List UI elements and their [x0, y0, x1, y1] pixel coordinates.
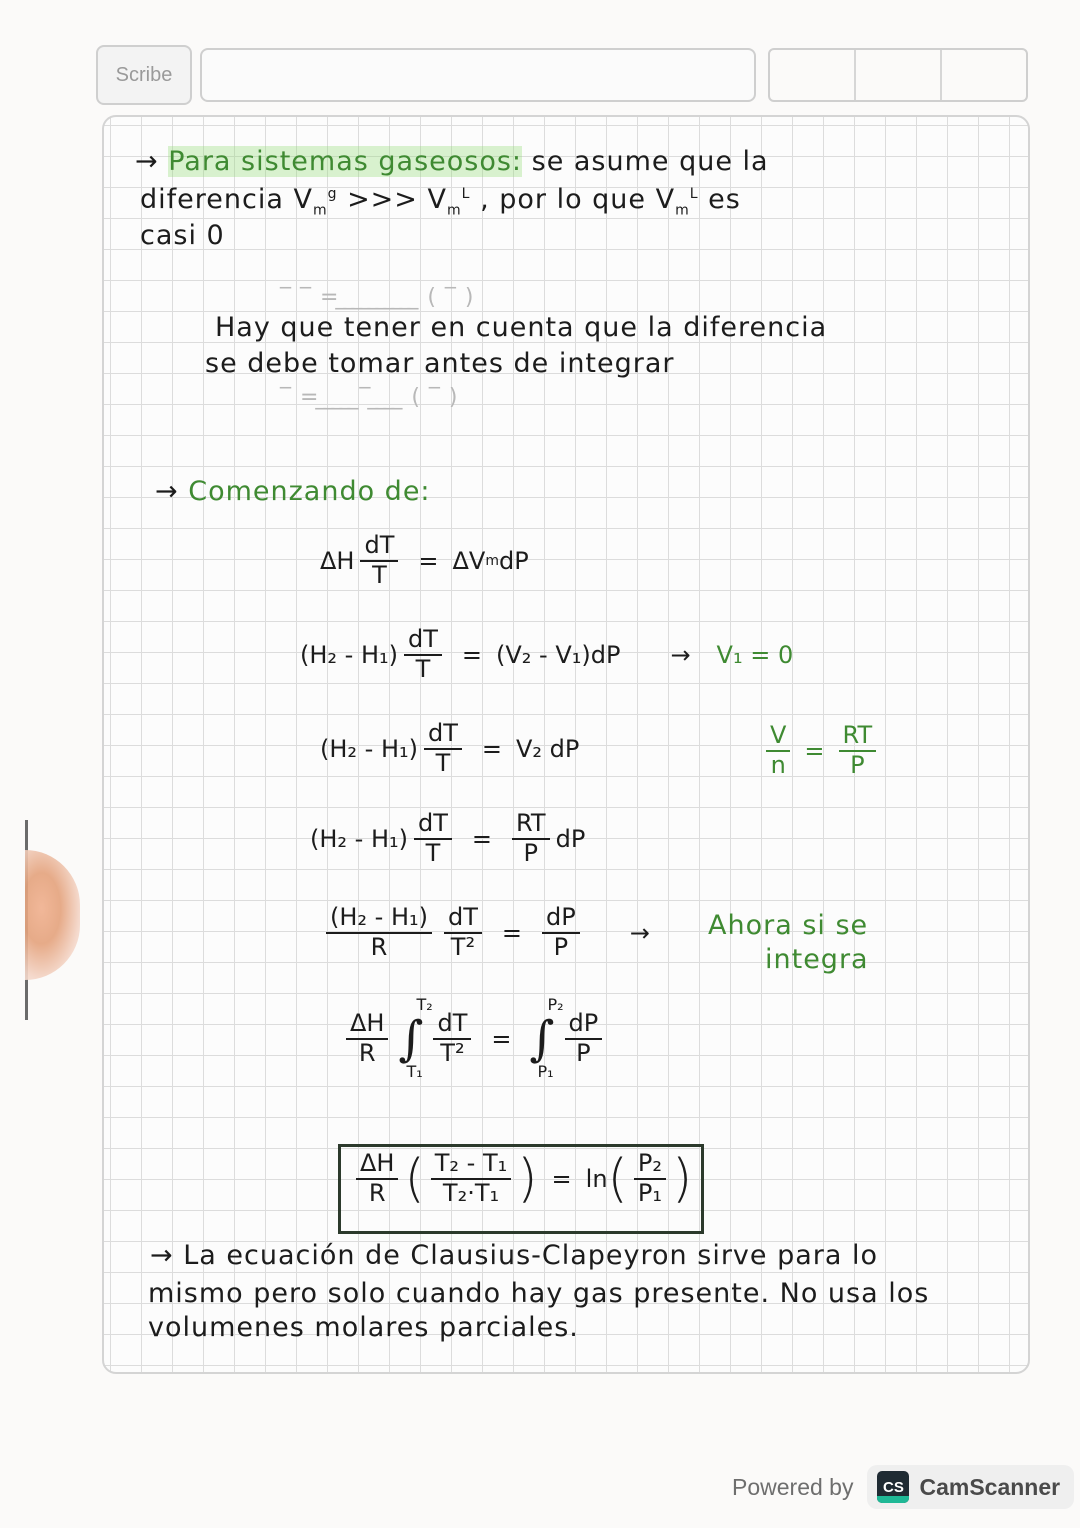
date-cell — [770, 50, 856, 100]
fraction — [565, 1010, 603, 1067]
equation-3 — [320, 720, 579, 777]
text: V₂ dP — [516, 734, 580, 763]
numerator: dT — [360, 532, 398, 562]
numerator: P₂ — [634, 1150, 666, 1180]
numerator: RT — [512, 810, 550, 840]
equals: = — [491, 1024, 512, 1053]
denominator: T — [425, 838, 441, 867]
notebook-logo: Scribe — [96, 45, 192, 105]
numerator: dT — [404, 626, 442, 656]
numerator: dT — [444, 904, 482, 934]
left-paren: ( — [404, 1148, 425, 1209]
text-line: casi 0 — [140, 220, 225, 251]
numerator: ΔH — [346, 1010, 388, 1040]
text: (H₂ - H₁) — [300, 640, 398, 669]
fraction — [634, 1150, 666, 1207]
text: ΔV — [452, 546, 486, 575]
equals: = — [471, 824, 492, 853]
notebook-title-field — [200, 48, 756, 102]
date-cell — [856, 50, 942, 100]
text: dP — [555, 824, 586, 853]
fraction — [839, 722, 877, 779]
section-gaseous-heading-line — [135, 146, 769, 177]
text-line: mismo pero solo cuando hay gas presente. No usa los — [148, 1278, 930, 1309]
text: (H₂ - H₁) — [320, 734, 418, 763]
denominator: P₁ — [637, 1178, 662, 1207]
fraction — [346, 1010, 388, 1067]
erased-text: ‾ ‾ = ̲ ̲ ̲ ̲ ̲ ̲ ̲ ̲ ̲ ̲ ( ‾ ) — [280, 285, 475, 310]
numerator: dT — [414, 810, 452, 840]
numerator: dP — [542, 904, 580, 934]
arrow-icon: → — [155, 476, 179, 507]
denominator: T₂·T₁ — [442, 1178, 500, 1207]
arrow-icon: → — [629, 918, 650, 947]
denominator: T — [372, 560, 387, 589]
equals: = — [551, 1164, 572, 1193]
equals: = — [418, 546, 439, 575]
text-line: Hay que tener en cuenta que la diferencia — [215, 312, 828, 343]
fraction — [326, 904, 432, 961]
numerator: RT — [839, 722, 877, 752]
thumb-finger — [25, 850, 80, 980]
fraction — [431, 1150, 511, 1207]
annotation-now-integrate: Ahora si se — [708, 910, 869, 941]
equation-1 — [320, 532, 529, 589]
denominator: T² — [440, 1038, 465, 1067]
notebook-date-field — [768, 48, 1028, 102]
equation-7-final — [350, 1150, 692, 1207]
subscript: m — [675, 202, 690, 219]
denominator: T² — [450, 932, 476, 961]
camscanner-watermark — [732, 1465, 1074, 1509]
fraction — [444, 904, 482, 961]
text: V — [427, 184, 448, 215]
equation-5 — [320, 904, 650, 961]
fraction — [360, 532, 398, 589]
lower-limit: P₁ — [537, 1061, 554, 1081]
numerator: dP — [565, 1010, 603, 1040]
numerator: ΔH — [356, 1150, 398, 1180]
denominator: P — [576, 1038, 591, 1067]
text-line: volumenes molares parciales. — [148, 1312, 579, 1343]
annotation-now-integrate: integra — [765, 944, 869, 975]
much-greater-symbol: >>> — [347, 184, 418, 215]
denominator: P — [523, 838, 539, 867]
equals: = — [501, 918, 522, 947]
superscript: L — [689, 186, 699, 202]
equation-4 — [310, 810, 585, 867]
text-line — [150, 1240, 878, 1271]
denominator: P — [553, 932, 569, 961]
text-line: se debe tomar antes de integrar — [205, 348, 675, 379]
text: (V₂ - V₁)dP — [496, 640, 621, 669]
subscript: m — [312, 202, 328, 219]
fraction — [424, 720, 462, 777]
equals: = — [461, 640, 482, 669]
denominator: P — [850, 750, 865, 779]
arrow-icon: → — [150, 1240, 174, 1271]
text: ΔH — [320, 546, 355, 575]
heading-gaseous-systems: Para sistemas gaseosos: — [168, 146, 523, 177]
numerator: T₂ - T₁ — [431, 1150, 511, 1180]
fraction — [414, 810, 452, 867]
superscript: g — [327, 186, 338, 202]
equals: = — [804, 736, 825, 765]
fraction — [542, 904, 580, 961]
numerator: dT — [433, 1010, 471, 1040]
fraction — [433, 1010, 471, 1067]
left-paren: ( — [607, 1148, 628, 1209]
text: La ecuación de Clausius-Clapeyron sirve para lo — [183, 1240, 879, 1271]
superscript: L — [461, 186, 471, 202]
fraction — [766, 722, 790, 779]
upper-limit: P₂ — [547, 994, 564, 1014]
equation-2 — [300, 626, 793, 683]
denominator: T — [415, 654, 431, 683]
subscript: m — [485, 552, 499, 569]
text: se asume que la — [531, 146, 769, 177]
subscript: m — [447, 202, 462, 219]
brand-name: CamScanner — [919, 1473, 1061, 1500]
integral-sign: ∫ T₂ T₁ — [398, 994, 433, 1081]
date-cell — [942, 50, 1026, 100]
arrow-icon: → — [135, 146, 159, 177]
text: dP — [498, 546, 529, 575]
upper-limit: T₂ — [416, 994, 433, 1014]
text: diferencia V — [140, 184, 313, 215]
camscanner-logo-icon — [877, 1471, 909, 1503]
erased-text: ‾ = ̲ ̲ ̲ ̲ ̲‾ ̲ ̲ ̲ ̲ ( ‾ ) — [280, 385, 459, 410]
fraction — [404, 626, 442, 683]
annotation: V₁ = 0 — [716, 640, 794, 669]
lower-limit: T₁ — [406, 1061, 423, 1081]
denominator: R — [370, 932, 388, 961]
equation-6-integral — [340, 994, 608, 1081]
numerator: dT — [424, 720, 462, 750]
equals: = — [481, 734, 502, 763]
integral-sign: ∫ P₂ P₁ — [529, 994, 564, 1081]
denominator: n — [770, 750, 786, 779]
ideal-gas-annotation — [760, 722, 882, 779]
fraction — [512, 810, 550, 867]
logo-text: CS — [883, 1478, 904, 1496]
denominator: R — [358, 1038, 376, 1067]
right-paren: ) — [671, 1148, 693, 1209]
numerator: V — [766, 722, 790, 752]
powered-by-label: Powered by — [732, 1473, 854, 1500]
text: es — [708, 184, 741, 215]
ln-function: ln — [585, 1164, 608, 1193]
section-starting-heading — [155, 476, 431, 507]
text: , por lo que V — [480, 184, 676, 215]
text-line — [140, 184, 741, 218]
denominator: T — [435, 748, 451, 777]
denominator: R — [368, 1178, 386, 1207]
numerator: (H₂ - H₁) — [326, 904, 432, 934]
right-paren: ) — [517, 1148, 538, 1209]
heading-starting-from: Comenzando de: — [188, 476, 431, 507]
arrow-icon: → — [670, 640, 691, 669]
text: (H₂ - H₁) — [310, 824, 408, 853]
camscanner-badge — [867, 1465, 1074, 1509]
fraction — [356, 1150, 398, 1207]
